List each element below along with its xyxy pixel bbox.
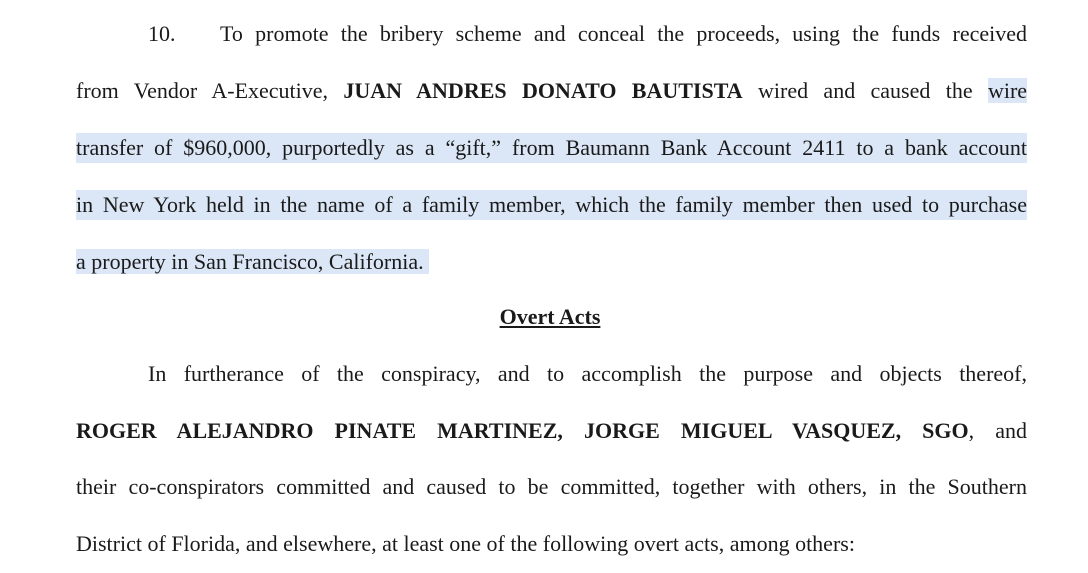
defendant-name: JUAN ANDRES DONATO BAUTISTA xyxy=(343,78,743,103)
overt-acts-line-1: In furtherance of the conspiracy, and to accomplish the purpose and objects thereof, xyxy=(148,361,1027,386)
paragraph-10-line-5 xyxy=(76,247,429,277)
paragraph-10-line-4 xyxy=(76,190,1027,220)
highlighted-text: a property in San Francisco, California. xyxy=(76,249,424,274)
highlighted-text: in New York held in the name of a family member, which the family member then used to purchase xyxy=(76,192,1027,217)
overt-acts-line-3: their co-conspirators committed and caused to be committed, together with others, in the Southern xyxy=(76,474,1027,499)
overt-acts-text-2: , and xyxy=(968,418,1028,443)
section-heading: Overt Acts xyxy=(499,304,601,329)
paragraph-number: 10. xyxy=(148,21,176,46)
paragraph-10-text-1: To promote the bribery scheme and conceal the proceeds, using the funds received xyxy=(220,21,1027,46)
overt-acts-line-2 xyxy=(76,416,1027,446)
defendant-names: ROGER ALEJANDRO PINATE MARTINEZ, JORGE MIGUEL VASQUEZ, SGO xyxy=(76,418,969,443)
highlighted-text: transfer of $960,000, purportedly as a “gift,” from Baumann Bank Account 2411 to a bank account xyxy=(76,135,1027,160)
paragraph-10-text-2b: wired and caused the xyxy=(758,78,973,103)
paragraph-10-line-1 xyxy=(148,19,1027,49)
highlighted-text: wire xyxy=(987,78,1028,103)
paragraph-10-line-2 xyxy=(76,76,1027,106)
paragraph-10-line-3 xyxy=(76,133,1027,163)
overt-acts-line-4: District of Florida, and elsewhere, at least one of the following overt acts, among others: xyxy=(76,531,855,556)
paragraph-10-text-2a: from Vendor A-Executive, xyxy=(76,78,329,103)
